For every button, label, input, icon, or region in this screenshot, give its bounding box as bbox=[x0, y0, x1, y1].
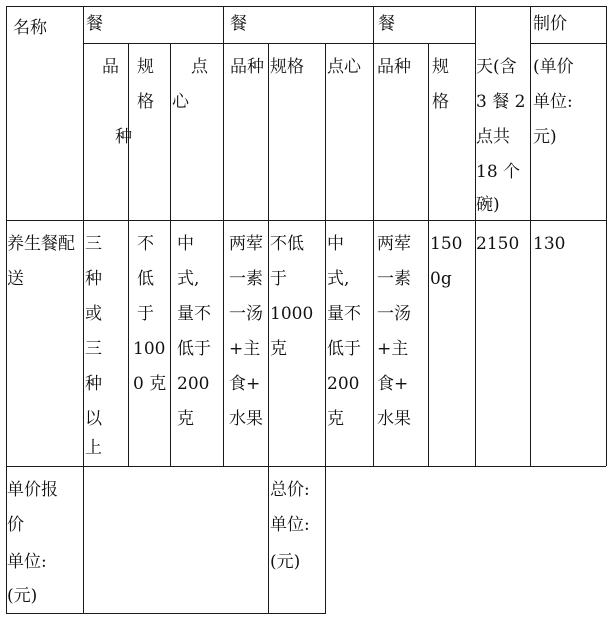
variety-cell-1: 种 bbox=[85, 374, 102, 394]
spec-cell-3: 0g bbox=[430, 269, 452, 289]
column-rule bbox=[373, 6, 374, 466]
column-rule bbox=[530, 6, 531, 466]
snack-cell-2: 中 bbox=[327, 234, 344, 254]
spec-cell-1: 0 克 bbox=[133, 374, 167, 394]
row-bottom-rule bbox=[6, 466, 606, 467]
variety-cell-2: 一素 bbox=[229, 269, 263, 289]
snack-cell-2: 克 bbox=[327, 409, 344, 429]
spec-cell-1: 100 bbox=[133, 339, 166, 359]
snack-cell-1: 克 bbox=[177, 409, 194, 429]
snack-cell-1: 低于 bbox=[177, 339, 211, 359]
variety-header-3: 品种 bbox=[377, 57, 411, 77]
variety-header-1: 品 bbox=[102, 57, 119, 77]
snack-cell-1: 中 bbox=[177, 234, 194, 254]
spec-header-1: 规 bbox=[137, 57, 154, 77]
spec-cell-2: 克 bbox=[270, 339, 287, 359]
variety-header-2: 品种 bbox=[230, 57, 264, 77]
spec-header-2: 规格 bbox=[270, 57, 304, 77]
variety-cell-1: 三 bbox=[85, 339, 102, 359]
day-value-cell: 2150 bbox=[476, 234, 520, 254]
header-divider bbox=[530, 43, 606, 44]
spec-cell-2: 1000 bbox=[270, 304, 314, 324]
snack-cell-2: 量不 bbox=[327, 304, 361, 324]
unit-price-label: 单价报 bbox=[7, 480, 58, 500]
variety-cell-2: 一汤 bbox=[229, 304, 263, 324]
meal-group-2-header: 餐 bbox=[230, 14, 247, 34]
variety-header-1: 种 bbox=[115, 127, 132, 147]
snack-header-1: 心 bbox=[172, 92, 189, 112]
spec-cell-2: 不低 bbox=[270, 234, 304, 254]
variety-cell-2: 水果 bbox=[229, 409, 263, 429]
variety-cell-3: 一汤 bbox=[377, 304, 411, 324]
column-rule bbox=[170, 43, 171, 466]
variety-cell-3: 一素 bbox=[377, 269, 411, 289]
snack-cell-2: 低于 bbox=[327, 339, 361, 359]
column-rule bbox=[128, 43, 129, 466]
price-unit-header: (单价 bbox=[533, 57, 574, 77]
header-bottom-rule bbox=[6, 220, 606, 221]
header-divider bbox=[83, 43, 475, 44]
day-note-header: 天(含 bbox=[476, 57, 517, 77]
variety-cell-1: 种 bbox=[85, 269, 102, 289]
variety-cell-1: 上 bbox=[85, 438, 102, 458]
price-unit-header: 单位: bbox=[533, 92, 573, 112]
name-header: 名称 bbox=[13, 18, 47, 38]
spec-cell-3: 150 bbox=[430, 234, 463, 254]
column-rule bbox=[268, 43, 269, 466]
column-rule bbox=[268, 466, 269, 614]
spec-cell-2: 于 bbox=[270, 269, 287, 289]
spec-header-3: 格 bbox=[432, 92, 449, 112]
variety-cell-1: 以 bbox=[85, 409, 102, 429]
meal-group-1-header: 餐 bbox=[86, 14, 103, 34]
unit-price-label: (元) bbox=[7, 586, 38, 606]
snack-header-2: 点心 bbox=[327, 57, 361, 77]
service-name-cell: 养生餐配 bbox=[7, 234, 75, 254]
service-name-cell: 送 bbox=[7, 269, 24, 289]
variety-cell-3: 两荤 bbox=[377, 234, 411, 254]
day-note-header: 点共 bbox=[476, 127, 510, 147]
snack-cell-1: 式, bbox=[177, 269, 200, 289]
price-unit-header: 元) bbox=[533, 127, 557, 147]
variety-cell-3: +主 bbox=[377, 339, 409, 359]
spec-header-1: 格 bbox=[137, 92, 154, 112]
unit-price-label: 单位: bbox=[7, 552, 47, 572]
spec-cell-1: 不 bbox=[137, 234, 154, 254]
day-note-header: 3 餐 2 bbox=[476, 92, 526, 112]
spec-header-3: 规 bbox=[432, 57, 449, 77]
snack-cell-2: 式, bbox=[327, 269, 350, 289]
snack-cell-1: 量不 bbox=[177, 304, 211, 324]
variety-cell-1: 或 bbox=[85, 304, 102, 324]
spec-cell-1: 于 bbox=[137, 304, 154, 324]
meal-group-3-header: 餐 bbox=[378, 14, 395, 34]
table-border-bottom bbox=[6, 613, 325, 614]
variety-cell-2: 食+ bbox=[229, 374, 261, 394]
total-price-label: (元) bbox=[270, 552, 301, 572]
variety-cell-3: 水果 bbox=[377, 409, 411, 429]
snack-header-1: 点 bbox=[191, 57, 208, 77]
total-price-label: 总价: bbox=[270, 480, 310, 500]
column-rule bbox=[83, 6, 84, 614]
spec-cell-1: 低 bbox=[137, 269, 154, 289]
column-rule bbox=[428, 43, 429, 466]
variety-cell-2: +主 bbox=[229, 339, 261, 359]
table-border-right bbox=[606, 6, 607, 466]
variety-cell-2: 两荤 bbox=[229, 234, 263, 254]
variety-cell-1: 三 bbox=[85, 234, 102, 254]
column-rule bbox=[325, 43, 326, 614]
snack-cell-2: 200 bbox=[327, 374, 360, 394]
total-price-label: 单位: bbox=[270, 515, 310, 535]
day-note-header: 碗) bbox=[476, 195, 500, 215]
snack-cell-1: 200 bbox=[177, 374, 210, 394]
day-note-header: 18 个 bbox=[476, 162, 521, 182]
price-header: 制价 bbox=[533, 14, 567, 34]
column-rule bbox=[223, 6, 224, 466]
variety-cell-3: 食+ bbox=[377, 374, 409, 394]
unit-price-label: 价 bbox=[7, 515, 24, 535]
price-value-cell: 130 bbox=[533, 234, 566, 254]
